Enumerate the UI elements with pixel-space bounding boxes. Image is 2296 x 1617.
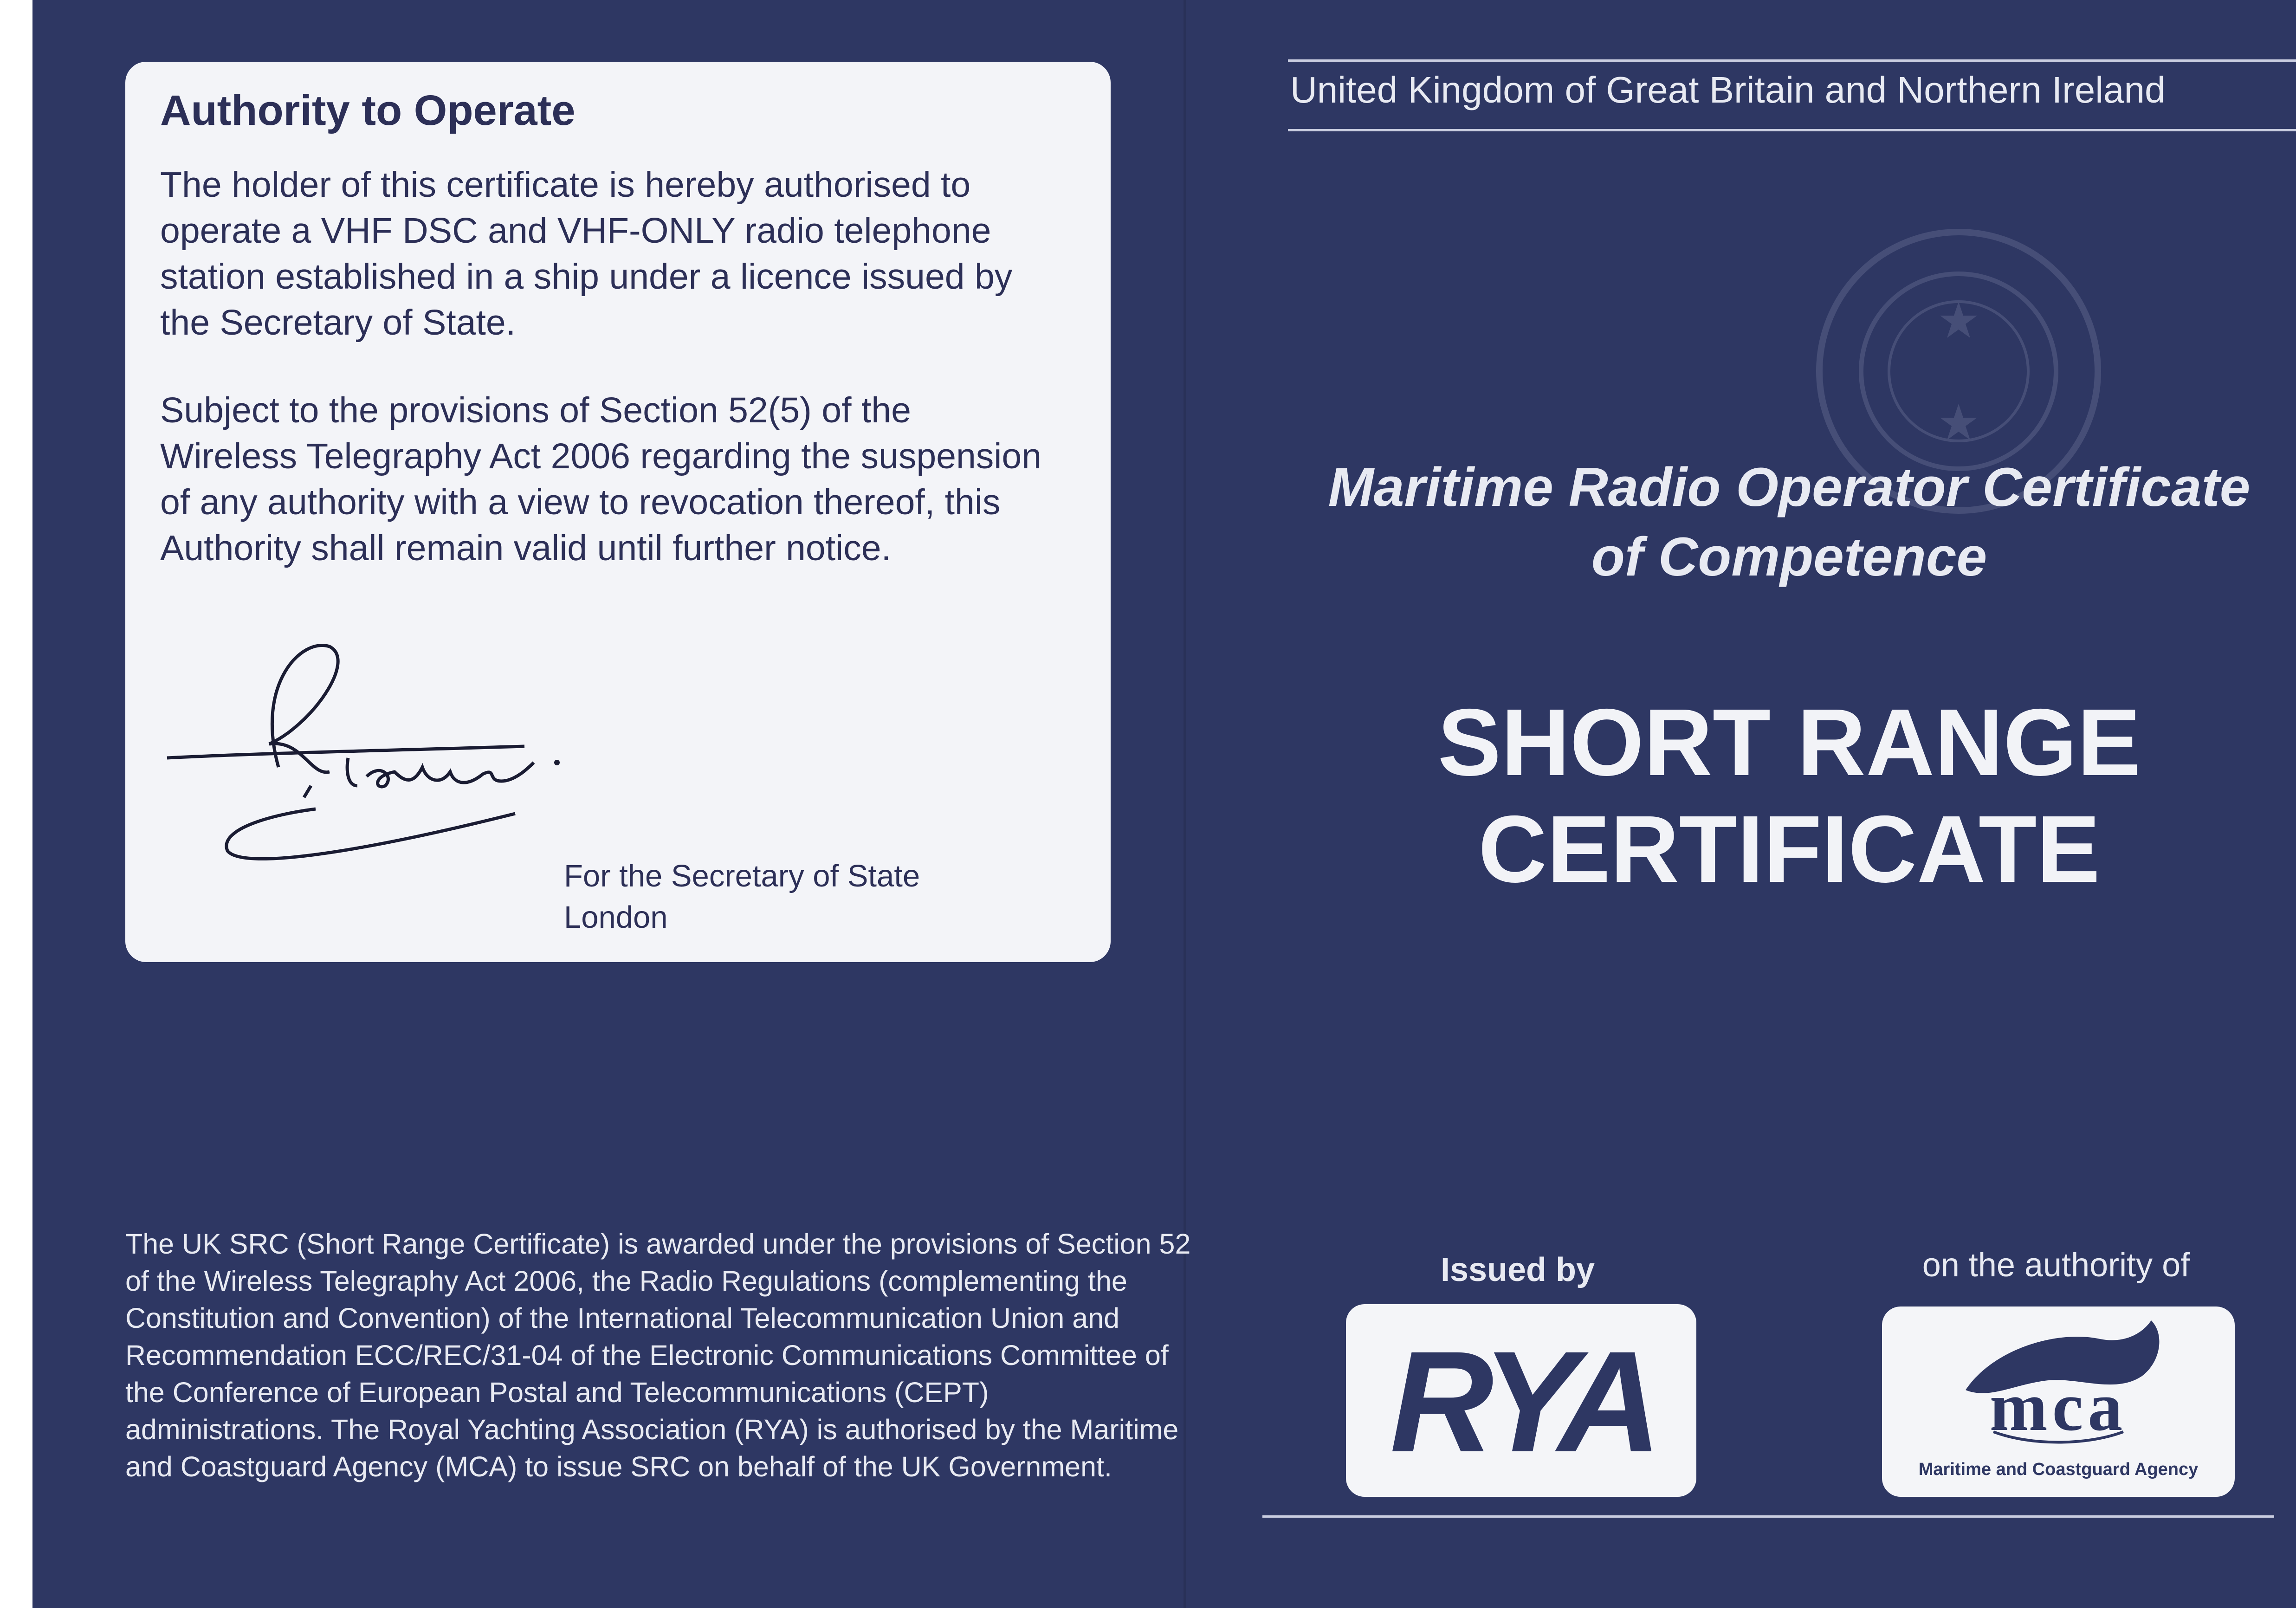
authority-paragraph-1: The holder of this certificate is hereby authorised to operate a VHF DSC and VHF-ONLY radio telephone station established in a ship under a licence issued by the Secretary of State. [160, 165, 1013, 343]
subtitle-line-1: Maritime Radio Operator Certificate [1328, 457, 2251, 518]
top-rule-upper [1288, 59, 2296, 62]
country-name: United Kingdom of Great Britain and Northern Ireland [1290, 69, 2166, 110]
signature-caption-line1: For the Secretary of State [564, 859, 920, 893]
title-line-1: SHORT RANGE [1437, 689, 2141, 796]
top-rule-lower [1288, 129, 2296, 131]
certificate-sheet [32, 0, 2296, 1608]
authority-card [125, 62, 1111, 962]
authority-paragraph-2: Subject to the provisions of Section 52(5) of the Wireless Telegraphy Act 2006 regarding the suspension of any authority with a view to revocation thereof, this Authority shall remain valid until further notice. [160, 390, 1042, 569]
bottom-rule [1262, 1515, 2274, 1518]
title-line-2: CERTIFICATE [1478, 796, 2100, 902]
certificate-subtitle [1248, 453, 2296, 592]
mca-logo-text: mca [1989, 1368, 2128, 1445]
signature-caption [564, 855, 920, 938]
mca-logo [1882, 1307, 2235, 1497]
subtitle-line-2: of Competence [1591, 526, 1987, 588]
mca-full-name: Maritime and Coastguard Agency [1918, 1460, 2199, 1479]
authority-of-label: on the authority of [1922, 1247, 2190, 1284]
issued-by-label: Issued by [1440, 1251, 1595, 1288]
legal-notice: The UK SRC (Short Range Certificate) is awarded under the provisions of Section 52 of the Wireless Telegraphy Act 2006, the Radio Regulations (complementing the Constitution and Convention) of the International Telecommunication Union and Recommendation ECC/REC/31-04 of the Electronic Communications Committee of the Conference of European Postal and Telecommunications (CEPT) administrations. The Royal Yachting Association (RYA) is authorised by the Maritime and Coastguard Agency (MCA) to issue SRC on behalf of the UK Government. [125, 1228, 1191, 1482]
rya-logo-text: RYA [1390, 1321, 1653, 1482]
rya-logo [1346, 1304, 1696, 1497]
signature [162, 628, 673, 888]
authority-title: Authority to Operate [160, 87, 576, 134]
certificate-title [1248, 689, 2296, 903]
signature-caption-line2: London [564, 900, 668, 935]
